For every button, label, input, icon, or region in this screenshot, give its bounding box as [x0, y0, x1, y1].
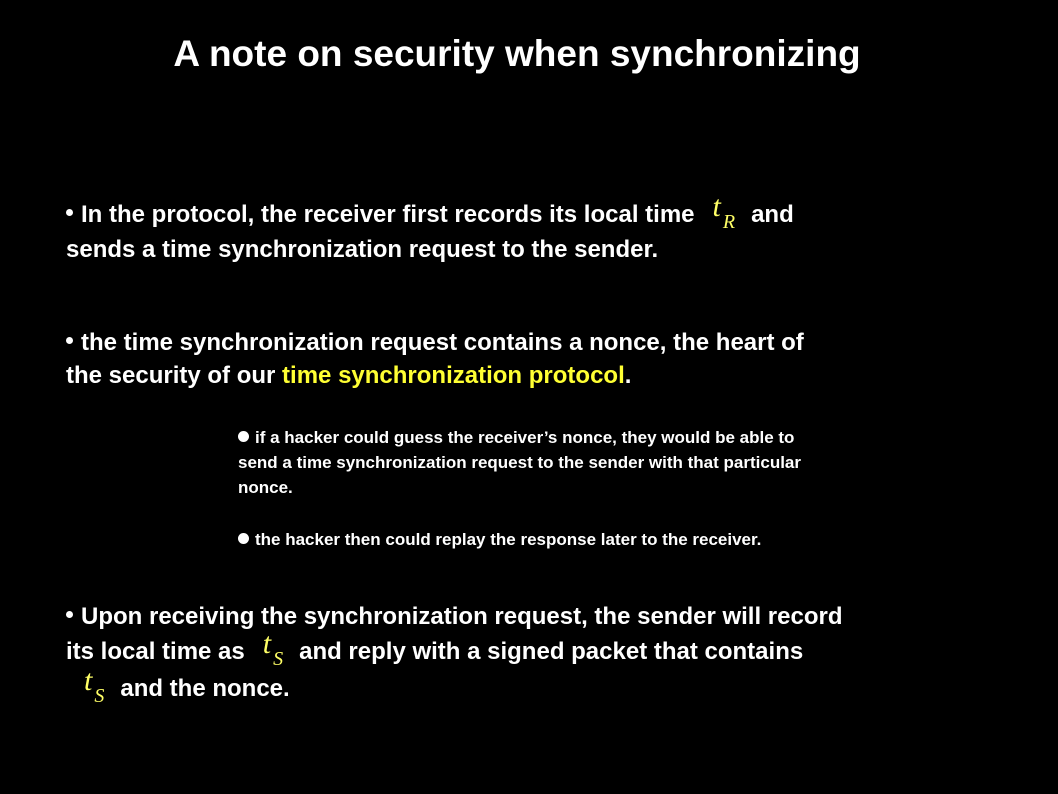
sub-bullet-2-text: the hacker then could replay the response later to the receiver.	[255, 530, 762, 549]
math-t-s-2-subscript: S	[94, 685, 105, 707]
bullet-3-text-middle: and reply with a signed packet that contains	[299, 638, 804, 665]
bullet-2-text-after: .	[624, 362, 632, 389]
sub-bullet-1-text: if a hacker could guess the receiver’s nonce, they would be able to send a time synchronization request to the sender with that particular nonce.	[238, 428, 801, 497]
math-t-r	[712, 190, 736, 233]
math-t-s-1-subscript: S	[273, 648, 284, 670]
bullet-dot	[66, 337, 73, 344]
sub-bullet-hacker-guess-nonce	[238, 425, 828, 500]
bullet-3-text-after: and the nonce.	[120, 675, 290, 702]
math-t-s-1	[262, 627, 284, 670]
math-t-s-2	[84, 664, 105, 707]
math-t-s-2-var: t	[84, 664, 93, 697]
slide-title: A note on security when synchronizing	[173, 33, 861, 74]
sub-bullet-dot	[238, 431, 249, 442]
bullet-1-text-before: In the protocol, the receiver first records its local time	[81, 201, 695, 228]
bullet-dot	[66, 209, 73, 216]
math-t-r-var: t	[712, 190, 721, 223]
bullet-sender-records-time	[66, 600, 846, 707]
bullet-dot	[66, 611, 73, 618]
bullet-request-contains-nonce	[66, 326, 846, 392]
sub-bullet-dot	[238, 533, 249, 544]
math-t-s-1-var: t	[262, 627, 272, 660]
bullet-1-text-after: and sends a time synchronization request to the sender.	[66, 201, 794, 263]
math-t-r-subscript: R	[722, 211, 736, 233]
bullet-2-text-before: the time synchronization request contains a nonce, the heart of the security of our	[66, 329, 804, 389]
bullet-3-text-before: Upon receiving the synchronization request, the sender will record its local time as	[66, 603, 843, 665]
bullet-2-highlight: time synchronization protocol	[282, 362, 625, 389]
sub-bullet-hacker-replay	[238, 527, 828, 552]
bullet-receiver-records-time	[66, 190, 846, 266]
